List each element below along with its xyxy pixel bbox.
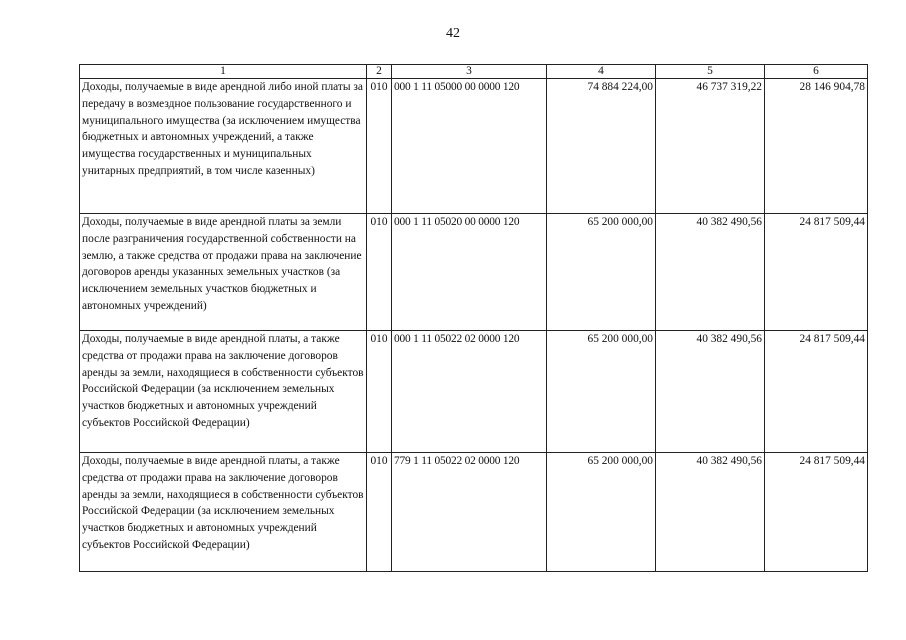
row-col4-amount: 65 200 000,00 [547,453,656,572]
row-col5-amount: 40 382 490,56 [656,331,765,453]
page-number: 42 [446,26,460,41]
row-budget-classification-code: 000 1 11 05000 00 0000 120 [392,79,547,214]
column-header-2: 2 [367,65,392,79]
row-line-code: 010 [367,214,392,331]
budget-income-table [79,64,868,572]
column-header-3: 3 [392,65,547,79]
row-line-code: 010 [367,79,392,214]
row-description: Доходы, получаемые в виде арендной платы за земли после разграничения государственной собственности на землю, а также средства от продажи права на заключение договоров аренды указанных земельных участков (за исключением земельных участков бюджетных и автономных учреждений) [80,214,367,331]
table-row [80,331,868,453]
row-line-code: 010 [367,453,392,572]
table-row [80,453,868,572]
row-col5-amount: 40 382 490,56 [656,214,765,331]
column-header-6: 6 [765,65,868,79]
column-header-1: 1 [80,65,367,79]
row-col4-amount: 74 884 224,00 [547,79,656,214]
column-header-4: 4 [547,65,656,79]
row-line-code: 010 [367,331,392,453]
row-budget-classification-code: 000 1 11 05022 02 0000 120 [392,331,547,453]
row-col5-amount: 40 382 490,56 [656,453,765,572]
row-col6-amount: 24 817 509,44 [765,214,868,331]
table-header-row [80,65,868,79]
row-col5-amount: 46 737 319,22 [656,79,765,214]
row-budget-classification-code: 779 1 11 05022 02 0000 120 [392,453,547,572]
row-col6-amount: 28 146 904,78 [765,79,868,214]
row-budget-classification-code: 000 1 11 05020 00 0000 120 [392,214,547,331]
row-col6-amount: 24 817 509,44 [765,453,868,572]
row-col4-amount: 65 200 000,00 [547,214,656,331]
column-header-5: 5 [656,65,765,79]
row-description: Доходы, получаемые в виде арендной платы, а также средства от продажи права на заключение договоров аренды за земли, находящиеся в собственности субъектов Российской Федерации (за исключением земельных участков бюджетных и автономных учреждений субъектов Российской Федерации) [80,453,367,572]
row-description: Доходы, получаемые в виде арендной платы, а также средства от продажи права на заключение договоров аренды за земли, находящиеся в собственности субъектов Российской Федерации (за исключением земельных участков бюджетных и автономных учреждений субъектов Российской Федерации) [80,331,367,453]
row-col4-amount: 65 200 000,00 [547,331,656,453]
row-col6-amount: 24 817 509,44 [765,331,868,453]
table-row [80,214,868,331]
table-row [80,79,868,214]
row-description: Доходы, получаемые в виде арендной либо иной платы за передачу в возмездное пользование государственного и муниципального имущества (за исключением имущества бюджетных и автономных учреждений, а также имущества государственных и муниципальных унитарных предприятий, в том числе казенных) [80,79,367,214]
